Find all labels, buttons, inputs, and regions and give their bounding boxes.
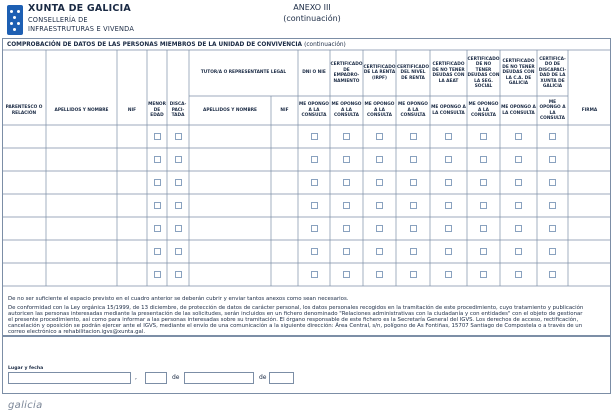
document-header-3: CERTIFICADO DE LA RENTA (IRPF) <box>363 64 396 81</box>
col-oppose-social-security-checkbox[interactable] <box>480 248 487 255</box>
col-oppose-aeat-checkbox[interactable] <box>445 156 452 163</box>
document-header-6: CERTIFICADO DE NO TENER DEUDAS CON LA SEG. SOCIAL <box>467 56 500 89</box>
col-oppose-income-checkbox[interactable] <box>410 271 417 278</box>
comma-separator: , <box>135 374 137 381</box>
col-oppose-galicia-debt-checkbox[interactable] <box>515 133 522 140</box>
col-signature-cell[interactable] <box>569 172 610 193</box>
document-header-2: CERTIFICADO DE EMPADRO-NAMIENTO <box>330 62 363 84</box>
col-oppose-galicia-debt-checkbox[interactable] <box>515 156 522 163</box>
place-date-label: Lugar y fecha <box>8 366 44 371</box>
col-oppose-dni-checkbox[interactable] <box>311 225 318 232</box>
col-oppose-social-security-checkbox[interactable] <box>480 133 487 140</box>
col-full-name-cell[interactable] <box>47 218 116 239</box>
col-oppose-galicia-debt-checkbox[interactable] <box>515 225 522 232</box>
col-oppose-dni-checkbox[interactable] <box>311 179 318 186</box>
col-oppose-disability-checkbox[interactable] <box>549 133 556 140</box>
col-oppose-irpf-checkbox[interactable] <box>376 271 383 278</box>
col-full-name-cell[interactable] <box>47 126 116 147</box>
col-oppose-census-checkbox[interactable] <box>343 248 350 255</box>
col-oppose-disability-checkbox[interactable] <box>549 179 556 186</box>
col-oppose-dni-checkbox[interactable] <box>311 156 318 163</box>
col-relationship-cell[interactable] <box>3 172 45 193</box>
col-oppose-galicia-debt-checkbox[interactable] <box>515 248 522 255</box>
col-oppose-income-checkbox[interactable] <box>410 179 417 186</box>
col-tutor-name-cell[interactable] <box>190 149 270 170</box>
col-oppose-dni-checkbox[interactable] <box>311 133 318 140</box>
col-tutor-name-cell[interactable] <box>190 172 270 193</box>
col-oppose-income-checkbox[interactable] <box>410 248 417 255</box>
col-minor-checkbox[interactable] <box>154 248 161 255</box>
col-oppose-irpf-checkbox[interactable] <box>376 133 383 140</box>
col-oppose-dni-checkbox[interactable] <box>311 248 318 255</box>
col-nif-cell[interactable] <box>118 218 146 239</box>
col-signature-cell[interactable] <box>569 241 610 262</box>
org-name: XUNTA DE GALICIA <box>28 3 131 14</box>
col-nif-header: NIF <box>127 107 137 113</box>
col-signature-cell[interactable] <box>569 126 610 147</box>
col-oppose-social-security-checkbox[interactable] <box>480 156 487 163</box>
col-oppose-social-security-checkbox[interactable] <box>480 225 487 232</box>
place-date-frame <box>2 336 611 394</box>
col-oppose-disability-checkbox[interactable] <box>549 202 556 209</box>
col-oppose-social-security-header: ME OPONGO A LA CONSULTA <box>468 102 499 119</box>
col-tutor-name-cell[interactable] <box>190 195 270 216</box>
col-oppose-aeat-header: ME OPONGO A LA CONSULTA <box>431 105 466 116</box>
col-oppose-census-checkbox[interactable] <box>343 156 350 163</box>
col-relationship-cell[interactable] <box>3 218 45 239</box>
col-signature-cell[interactable] <box>569 149 610 170</box>
space-note: De no ser suficiente el espacio previsto en el cuadro anterior se deberán cubrir y enviar tantos anexos como sean necesarios. <box>8 296 349 302</box>
col-nif-cell[interactable] <box>118 149 146 170</box>
col-disabled-checkbox[interactable] <box>175 225 182 232</box>
place-input[interactable] <box>8 372 131 384</box>
col-tutor-nif-cell[interactable] <box>272 264 297 285</box>
month-input[interactable] <box>184 372 254 384</box>
col-relationship-cell[interactable] <box>3 195 45 216</box>
col-minor-header: MENOR DE EDAD <box>148 102 166 119</box>
col-oppose-income-checkbox[interactable] <box>410 133 417 140</box>
col-minor-checkbox[interactable] <box>154 202 161 209</box>
col-disabled-header: DISCA-PACI-TADA <box>169 102 187 119</box>
col-oppose-disability-checkbox[interactable] <box>549 225 556 232</box>
de-separator-2: de <box>259 374 267 381</box>
col-oppose-aeat-checkbox[interactable] <box>445 179 452 186</box>
col-signature-cell[interactable] <box>569 218 610 239</box>
col-tutor-nif-cell[interactable] <box>272 149 297 170</box>
col-oppose-galicia-debt-checkbox[interactable] <box>515 202 522 209</box>
col-full-name-cell[interactable] <box>47 264 116 285</box>
legal-text-line-2: autoricen las personas interesadas mediante la presentación de las solicitudes, serán incluidos en un fichero denominado "Relaciones administrativas con la ciudadanía y con entidades" con el objeto de gestionar <box>8 311 583 317</box>
col-tutor-nif-cell[interactable] <box>272 172 297 193</box>
day-input[interactable] <box>145 372 167 384</box>
col-oppose-aeat-checkbox[interactable] <box>445 248 452 255</box>
col-nif-cell[interactable] <box>118 264 146 285</box>
col-minor-checkbox[interactable] <box>154 179 161 186</box>
col-oppose-aeat-checkbox[interactable] <box>445 225 452 232</box>
col-oppose-aeat-checkbox[interactable] <box>445 271 452 278</box>
department-line-2: INFRAESTRUTURAS E VIVENDA <box>28 25 135 33</box>
legal-text-line-5: correo electrónico a rehabilitacion.igvs@xunta.gal. <box>8 329 146 335</box>
col-oppose-income-checkbox[interactable] <box>410 156 417 163</box>
department-line-1: CONSELLERÍA DE <box>28 16 88 24</box>
col-oppose-galicia-debt-checkbox[interactable] <box>515 179 522 186</box>
col-oppose-disability-checkbox[interactable] <box>549 271 556 278</box>
col-oppose-irpf-checkbox[interactable] <box>376 225 383 232</box>
col-disabled-checkbox[interactable] <box>175 156 182 163</box>
col-tutor-nif-cell[interactable] <box>272 218 297 239</box>
tutor-group-header: TUTOR/A O REPRESENTANTE LEGAL <box>200 70 287 76</box>
col-full-name-header: APELLIDOS Y NOMBRE <box>54 107 109 113</box>
col-oppose-census-checkbox[interactable] <box>343 271 350 278</box>
col-oppose-census-checkbox[interactable] <box>343 225 350 232</box>
col-oppose-irpf-checkbox[interactable] <box>376 179 383 186</box>
col-tutor-name-cell[interactable] <box>190 126 270 147</box>
col-relationship-cell[interactable] <box>3 264 45 285</box>
col-oppose-galicia-debt-header: ME OPONGO A LA CONSULTA <box>501 105 536 116</box>
col-oppose-dni-checkbox[interactable] <box>311 202 318 209</box>
col-relationship-header: PARENTESCO O RELACIÓN <box>5 105 43 116</box>
document-header-1: DNI O NIE <box>302 70 326 76</box>
col-oppose-income-checkbox[interactable] <box>410 225 417 232</box>
col-disabled-checkbox[interactable] <box>175 133 182 140</box>
col-minor-checkbox[interactable] <box>154 271 161 278</box>
galicia-footer-logo: galicia <box>8 400 43 411</box>
col-nif-cell[interactable] <box>118 195 146 216</box>
table-title-suffix: (continuación) <box>304 42 346 48</box>
year-input[interactable] <box>269 372 294 384</box>
col-tutor-nif-cell[interactable] <box>272 126 297 147</box>
col-relationship-cell[interactable] <box>3 149 45 170</box>
col-relationship-cell[interactable] <box>3 241 45 262</box>
col-signature-header: FIRMA <box>581 107 598 113</box>
col-disabled-checkbox[interactable] <box>175 179 182 186</box>
de-separator-1: de <box>172 374 180 381</box>
col-oppose-social-security-checkbox[interactable] <box>480 179 487 186</box>
col-full-name-cell[interactable] <box>47 172 116 193</box>
col-full-name-cell[interactable] <box>47 149 116 170</box>
col-oppose-irpf-checkbox[interactable] <box>376 202 383 209</box>
col-minor-checkbox[interactable] <box>154 133 161 140</box>
document-header-5: CERTIFICADO DE NO TENER DEUDAS CON LA AEAT <box>432 62 465 84</box>
table-title-text: COMPROBACIÓN DE DATOS DE LAS PERSONAS MIEMBROS DE LA UNIDAD DE CONVIVENCIA <box>7 42 303 48</box>
document-header-7: CERTIFICADO DE NO TENER DEUDAS CON LA C.A. DE GALICIA <box>502 59 535 87</box>
col-tutor-nif-header: NIF <box>280 107 289 113</box>
col-oppose-disability-checkbox[interactable] <box>549 248 556 255</box>
col-minor-checkbox[interactable] <box>154 225 161 232</box>
col-oppose-aeat-checkbox[interactable] <box>445 133 452 140</box>
col-oppose-census-checkbox[interactable] <box>343 133 350 140</box>
col-relationship-cell[interactable] <box>3 126 45 147</box>
col-nif-cell[interactable] <box>118 241 146 262</box>
document-header-4: CERTIFICADO DEL NIVEL DE RENTA <box>397 64 429 81</box>
col-oppose-dni-checkbox[interactable] <box>311 271 318 278</box>
col-full-name-cell[interactable] <box>47 241 116 262</box>
col-disabled-checkbox[interactable] <box>175 202 182 209</box>
col-signature-cell[interactable] <box>569 264 610 285</box>
col-oppose-dni-header: ME OPONGO A LA CONSULTA <box>299 102 329 119</box>
col-tutor-nif-cell[interactable] <box>272 195 297 216</box>
col-oppose-irpf-checkbox[interactable] <box>376 156 383 163</box>
annex-subtitle: (continuación) <box>283 14 341 23</box>
col-disabled-checkbox[interactable] <box>175 271 182 278</box>
legal-text-line-4: cancelación y oposición se podrán ejercer ante el IGVS, mediante el envío de una comunicación a la siguiente dirección: Área Central, s/n, polígono de As Fontiñas, 15707 Santiago de Compostela o a través de un <box>8 323 583 329</box>
legal-text-line-3: el presente procedimiento, así como para informar a las personas interesadas sobre su tramitación. El órgano responsable de este fichero es la Secretaría General del IGVS. Los derechos de acceso, rectificación, <box>8 317 579 323</box>
col-disabled-checkbox[interactable] <box>175 248 182 255</box>
legal-text-line-1: De conformidad con la Ley orgánica 15/1999, de 13 diciembre, de protección de datos de carácter personal, los datos personales recogidos en la tramitación de este procedimiento, cuyo tratamiento y publicación <box>8 305 584 311</box>
col-nif-cell[interactable] <box>118 172 146 193</box>
col-oppose-census-header: ME OPONGO A LA CONSULTA <box>331 102 362 119</box>
col-oppose-galicia-debt-checkbox[interactable] <box>515 271 522 278</box>
col-minor-checkbox[interactable] <box>154 156 161 163</box>
col-tutor-name-cell[interactable] <box>190 264 270 285</box>
col-tutor-name-cell[interactable] <box>190 218 270 239</box>
col-tutor-name-header: APELLIDOS Y NOMBRE <box>203 107 257 113</box>
col-oppose-social-security-checkbox[interactable] <box>480 271 487 278</box>
col-tutor-nif-cell[interactable] <box>272 241 297 262</box>
col-oppose-income-header: ME OPONGO A LA CONSULTA <box>398 102 428 119</box>
col-full-name-cell[interactable] <box>47 195 116 216</box>
col-oppose-social-security-checkbox[interactable] <box>480 202 487 209</box>
col-oppose-irpf-checkbox[interactable] <box>376 248 383 255</box>
col-oppose-aeat-checkbox[interactable] <box>445 202 452 209</box>
col-oppose-census-checkbox[interactable] <box>343 202 350 209</box>
col-oppose-census-checkbox[interactable] <box>343 179 350 186</box>
col-tutor-name-cell[interactable] <box>190 241 270 262</box>
document-header-8: CERTIFICA-DO DE DISCAPACI-DAD DE LA XUNTA DE GALICIA <box>538 56 567 89</box>
col-oppose-disability-checkbox[interactable] <box>549 156 556 163</box>
col-nif-cell[interactable] <box>118 126 146 147</box>
annex-title: ANEXO III <box>293 3 331 12</box>
col-oppose-disability-header: ME OPONGO A LA CONSULTA <box>539 99 566 121</box>
col-oppose-irpf-header: ME OPONGO A LA CONSULTA <box>364 102 395 119</box>
col-oppose-income-checkbox[interactable] <box>410 202 417 209</box>
col-signature-cell[interactable] <box>569 195 610 216</box>
